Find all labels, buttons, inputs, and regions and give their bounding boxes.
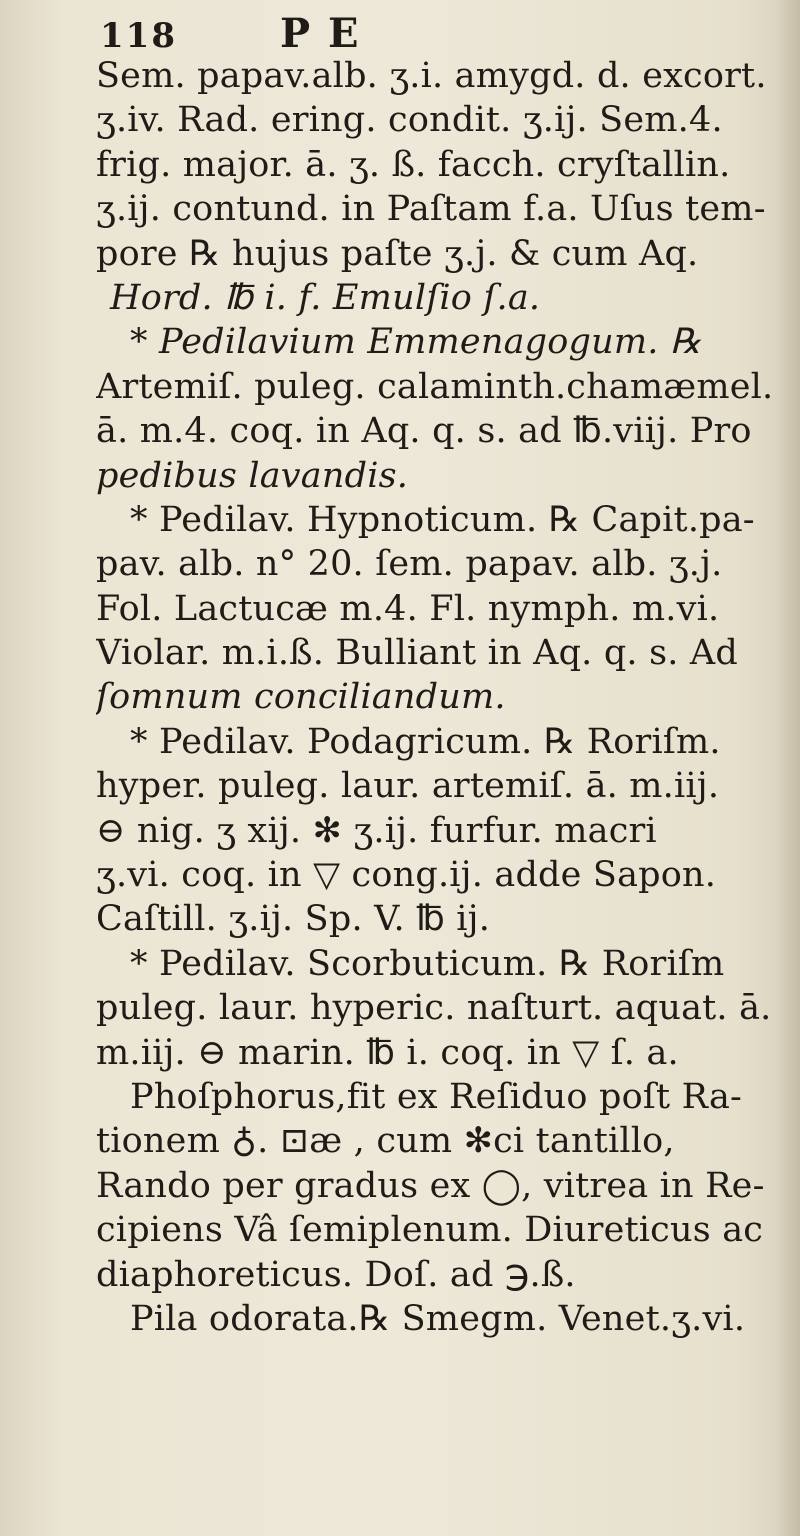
text-line: ʒ.ij. contund. in Paſtam f.a. Uſus tem-: [96, 189, 766, 230]
text-line: Rando per gradus ex ◯, vitrea in Re-: [96, 1165, 765, 1206]
text-line: pav. alb. n° 20. ſem. papav. alb. ʒ.j.: [96, 544, 723, 585]
body-text: [96, 54, 786, 1341]
recipe-heading: * Pedilavium Emmenagogum. ℞: [130, 322, 702, 363]
text-line: Sem. papav.alb. ʒ.i. amygd. d. excort.: [96, 56, 767, 96]
text-line: Violar. m.i.ß. Bulliant in Aq. q. s. Ad: [96, 633, 738, 674]
text-line: frig. major. ā. ʒ. ß. facch. cryſtallin.: [96, 144, 731, 185]
text-line: tionem ♁. ⊡æ , cum ✻ci tantillo,: [96, 1121, 675, 1162]
page-number: 118: [100, 16, 177, 56]
text-line: Caſtill. ʒ.ij. Sp. V. ℔ ij.: [96, 899, 491, 940]
text-line: pore ℞ hujus paſte ʒ.j. & cum Aq.: [96, 233, 699, 274]
text-line: diaphoreticus. Doſ. ad ℈.ß.: [96, 1254, 576, 1295]
recipe-heading: * Pedilav. Podagricum. ℞ Roriſm.: [130, 721, 721, 762]
text-line: Artemiſ. puleg. calaminth.chamæmel.: [96, 366, 774, 407]
text-line: ⊖ nig. ʒ xij. ✻ ʒ.ij. furfur. macri: [96, 810, 657, 851]
text-line: Hord. ℔ i. f. Emulſio ſ.a.: [110, 277, 541, 318]
running-head: P E: [280, 10, 361, 57]
text-line: hyper. puleg. laur. artemiſ. ā. m.iij.: [96, 766, 720, 807]
recipe-heading: * Pedilav. Hypnoticum. ℞ Capit.pa-: [130, 499, 755, 540]
recipe-heading: Phoſphorus,fit ex Reſiduo poſt Ra-: [130, 1076, 743, 1117]
text-line: ſomnum conciliandum.: [96, 677, 506, 718]
recipe-heading: * Pedilav. Scorbuticum. ℞ Roriſm: [130, 943, 725, 984]
text-line: ʒ.vi. coq. in ▽ cong.ij. adde Sapon.: [96, 855, 717, 896]
text-line: Fol. Lactucæ m.4. Fl. nymph. m.vi.: [96, 588, 720, 629]
recipe-heading: Pila odorata.℞ Smegm. Venet.ʒ.vi.: [130, 1298, 746, 1339]
text-line: pedibus lavandis.: [96, 455, 409, 496]
text-line: puleg. laur. hyperic. naſturt. aquat. ā.: [96, 988, 772, 1029]
text-line: ā. m.4. coq. in Aq. q. s. ad ℔.viij. Pro: [96, 411, 752, 452]
text-line: m.iij. ⊖ marin. ℔ i. coq. in ▽ ſ. a.: [96, 1032, 679, 1073]
page-edge-shadow: [774, 0, 800, 1536]
text-line: cipiens Vâ ſemiplenum. Diureticus ac: [96, 1210, 764, 1251]
page-header: [100, 6, 760, 57]
text-line: ʒ.iv. Rad. ering. condit. ʒ.ij. Sem.4.: [96, 100, 723, 141]
